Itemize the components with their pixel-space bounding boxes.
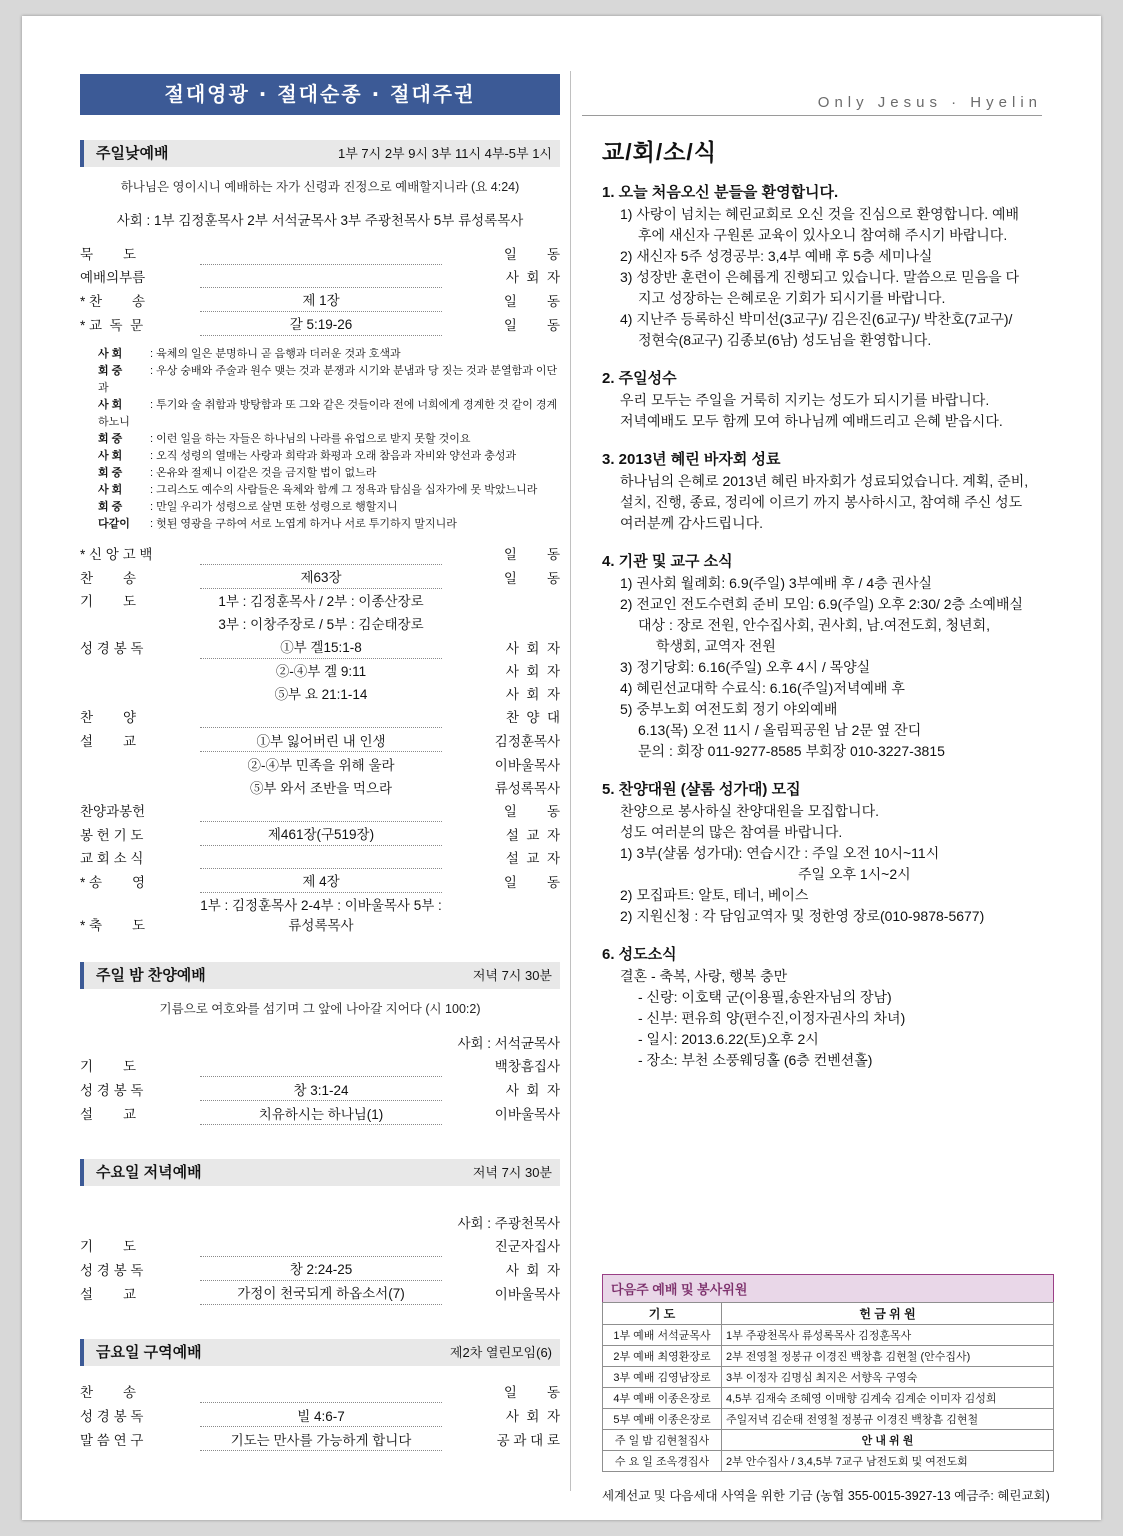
cell-offering: 4,5부 김재숙 조혜영 이매향 김계숙 김계순 이미자 김성희 [722,1388,1054,1409]
order-person: 일 동 [503,293,560,309]
table-row [603,1346,1054,1367]
order-value: ②-④부 민족을 위해 울라 [247,757,395,773]
announcement-line: 주일 오후 1시~2시 [798,866,911,882]
announcement-heading: 5. 찬양대원 (샬롬 성가대) 모집 [602,781,801,798]
announcement-line: 여러분께 감사드립니다. [620,515,764,531]
order-label: 찬 송 [80,1385,137,1401]
column-divider [570,71,571,1491]
responsive-line [98,516,560,533]
order-label: 찬 송 [80,570,137,586]
order-person: 설 교 자 [505,827,560,843]
responsive-line [98,465,560,482]
order-row [80,892,560,936]
announcement-line: 지고 성장하는 은혜로운 기회가 되시기를 바랍니다. [638,290,946,306]
responsive-speaker: 사 회 [98,483,123,496]
order-value [200,1210,442,1233]
order-person: 김정훈목사 [494,734,560,750]
bulletin-page [22,16,1101,1520]
order-value [200,541,442,564]
announcement-line: 5) 중부노회 여전도회 정기 야외예배 [620,701,838,717]
order-person: 사 회 자 [505,1262,560,1278]
announcement-line: 3) 정기당회: 6.16(주일) 오후 4시 / 목양실 [620,659,871,675]
page-header [22,16,1101,116]
responsive-line [98,482,560,499]
order-label [80,775,200,798]
footnote: 세계선교 및 다음세대 사역을 위한 기금 (농협 355-0015-3927-13 예금주: 혜린교회) [602,1489,1050,1503]
order-value: ②-④부 겔 9:11 [275,664,367,680]
order-person: 일 동 [503,546,560,562]
order-label: 예배의부름 [80,269,146,285]
order-row [80,311,560,335]
order-value [200,705,442,728]
order-label: * 신 앙 고 백 [80,546,153,562]
order-person: 사 회 자 [505,664,560,680]
order-person: 일 동 [503,317,560,333]
order-row [80,868,560,892]
announcement-line: - 신랑: 이호택 군(이용필,송완자님의 장남) [638,989,892,1005]
order-label: 성 경 봉 독 [80,640,144,656]
order-row [80,1031,560,1054]
announcement-line: 6.13(목) 오전 11시 / 올림픽공원 남 2문 옆 잔디 [638,722,922,738]
order-table-1 [80,241,560,336]
order-label: * 송 영 [80,874,146,890]
announcement-line: 2) 새신자 5주 성경공부: 3,4부 예배 후 5층 세미나실 [620,248,933,264]
announcement-heading: 3. 2013년 혜린 바자회 성료 [602,451,781,468]
order-person: 일 동 [503,570,560,586]
cell-prayer: 5부 예배 이종은장로 [603,1409,722,1430]
table-header-row [603,1303,1054,1325]
order-row [80,588,560,612]
cell-prayer: 수 요 일 조옥경집사 [603,1451,722,1472]
order-label [80,1210,200,1233]
order-value: 1부 : 김정훈목사 2-4부 : 이바울목사 5부 : 류성록목사 [200,898,442,934]
cell-usher-header: 안 내 위 원 [722,1430,1054,1451]
order-person: 류성록목사 [494,780,560,796]
order-row [80,845,560,868]
order-person: 일 동 [503,1385,560,1401]
order-row [80,1054,560,1077]
order-person: 사회 : 주광천목사 [457,1215,560,1231]
order-value: 빌 4:6-7 [200,1403,442,1427]
responsive-speaker: 사 회 [98,398,123,411]
order-value: 3부 : 이창주장로 / 5부 : 김순태장로 [218,617,424,633]
announcement-line: 2) 전교인 전도수련회 준비 모임: 6.9(주일) 오후 2:30/ 2층 소예배실 [620,596,1024,612]
section-friday [80,1339,560,1366]
order-label: 설 교 [80,734,137,750]
order-person [442,588,560,612]
order-label: * 교 독 문 [80,317,144,333]
order-label: 설 교 [80,1107,137,1123]
order-table-friday [80,1380,560,1452]
order-value: ①부 잃어버린 내 인생 [200,728,442,752]
responsive-text: : 온유와 절제니 이같은 것을 금지할 법이 없느라 [150,466,377,479]
order-value: 제 1장 [200,287,442,311]
order-person: 일 동 [503,874,560,890]
order-person: 공 과 대 로 [496,1433,560,1449]
announcement-heading: 2. 주일성수 [602,370,677,387]
order-row [80,1101,560,1125]
order-value: 치유하시는 하나님(1) [200,1101,442,1125]
order-label [80,682,200,705]
announcement-item [602,181,1054,351]
responsive-text: : 이런 일을 하는 자들은 하나님의 나라를 유업으로 받지 못할 것이요 [150,432,471,445]
responsive-speaker: 다같이 [98,517,130,530]
col-offering: 헌 금 위 원 [722,1303,1054,1325]
table-row [603,1388,1054,1409]
announcement-line: 정현숙(8교구) 김종보(6남) 성도님을 환영합니다. [638,332,932,348]
order-label: 성 경 봉 독 [80,1409,144,1425]
order-row [80,241,560,264]
responsive-line [98,448,560,465]
responsive-text: : 그리스도 예수의 사람들은 육체와 함께 그 정욕과 탐심을 십자가에 못 박았느니라 [150,483,538,496]
order-value: 1부 : 김정훈목사 / 2부 : 이종산장로 [218,594,424,610]
duty-roster-caption: 다음주 예배 및 봉사위원 [602,1274,1054,1302]
order-person: 일 동 [503,803,560,819]
order-person: 사회 : 서석균목사 [457,1036,560,1052]
order-value [200,845,442,868]
cell-offering: 3부 이정자 김명심 최지은 서향옥 구영숙 [722,1367,1054,1388]
responsive-text: : 만일 우리가 성령으로 살면 또한 성령으로 행할지니 [150,500,398,513]
order-label [80,752,200,776]
order-row [80,635,560,659]
responsive-text: : 헛된 영광을 구하여 서로 노엽게 하거나 서로 투기하지 말지니라 [150,517,457,530]
announcement-line: 문의 : 회장 011-9277-8585 부회장 010-3227-3815 [638,743,945,759]
announcement-heading: 1. 오늘 처음오신 분들을 환영합니다. [602,184,839,201]
announcement-line: 4) 혜린선교대학 수료식: 6.16(주일)저녁예배 후 [620,680,905,696]
order-value: ⑤부 요 21:1-14 [274,687,368,703]
responsive-line [98,397,560,431]
announcement-line: 결혼 - 축복, 사랑, 행복 충만 [620,968,788,984]
responsive-line [98,499,560,516]
order-row [80,682,560,705]
order-value: 가정이 천국되게 하옵소서(7) [200,1280,442,1304]
responsive-speaker: 회 중 [98,500,123,513]
order-row [80,1077,560,1101]
order-value: 갈 5:19-26 [200,311,442,335]
table-row [603,1451,1054,1472]
order-person: 진군자집사 [494,1238,560,1254]
order-person [442,612,560,635]
responsive-text: : 오직 성령의 열매는 사랑과 희락과 화평과 오래 참음과 자비와 양선과 충성과 [150,449,517,462]
order-row [80,1256,560,1280]
service-leaders: 사회 : 1부 김정훈목사 2부 서석균목사 3부 주광천목사 5부 류성록목사 [116,213,524,228]
col-prayer: 기 도 [603,1303,722,1325]
order-person: 사 회 자 [505,269,560,285]
announcement-heading: 4. 기관 및 교구 소식 [602,553,733,570]
duty-roster [602,1274,1054,1472]
section-times: 저녁 7시 30분 [472,1165,552,1181]
order-row [80,775,560,798]
right-column [602,134,1054,1081]
order-row [80,287,560,311]
order-label: 교 회 소 식 [80,850,144,866]
order-person: 사 회 자 [505,687,560,703]
order-label: 성 경 봉 독 [80,1262,144,1278]
cell-prayer: 2부 예배 최영환장로 [603,1346,722,1367]
announcement-item [602,550,1054,762]
table-row [603,1367,1054,1388]
announcement-line: 우리 모두는 주일을 거룩히 지키는 성도가 되시기를 바랍니다. [620,392,990,408]
order-value [200,1380,442,1403]
order-row [80,1210,560,1233]
header-right [582,74,1042,116]
order-value: 제63장 [200,564,442,588]
order-label: 찬 양 [80,710,137,726]
announcement-item [602,367,1054,432]
announcement-line: 4) 지난주 등록하신 박미선(3교구)/ 김은진(6교구)/ 박찬호(7교구)/ [620,311,1013,327]
order-person: 이바울목사 [494,1107,560,1123]
responsive-line [98,431,560,448]
announcement-heading: 6. 성도소식 [602,946,677,963]
responsive-speaker: 사 회 [98,449,123,462]
order-row [80,1280,560,1304]
order-person: 일 동 [503,246,560,262]
section-title: 주일낮예배 [96,145,169,162]
order-value: 제 4장 [200,868,442,892]
order-person [442,892,560,936]
order-value: 창 2:24-25 [200,1256,442,1280]
order-label: 찬양과봉헌 [80,803,146,819]
order-label: 봉 헌 기 도 [80,827,144,843]
announcement-line: 2) 모집파트: 알토, 테너, 베이스 [620,887,809,903]
announcement-line: 학생회, 교역자 전원 [656,638,776,654]
cell-prayer: 주 일 밤 김현철집사 [603,1430,722,1451]
responsive-speaker: 회 중 [98,466,123,479]
order-row [80,798,560,821]
verse-text: 하나님은 영이시니 예배하는 자가 신령과 진정으로 예배할지니라 (요 4:24) [120,180,520,194]
announcement-line: 저녁예배도 모두 함께 모여 하나님께 예배드리고 은혜 받읍시다. [620,413,1003,429]
order-label: 묵 도 [80,246,137,262]
order-person: 사 회 자 [505,1409,560,1425]
order-label: 성 경 봉 독 [80,1083,144,1099]
only-jesus-text: Only Jesus · Hyelin [817,94,1042,111]
cell-offering: 주일저녁 김순태 전영철 정봉규 이경진 백창흠 김현철 [722,1409,1054,1430]
announcement-line: 후에 새신자 구원론 교육이 있사오니 참여해 주시기 바랍니다. [638,227,1008,243]
announcement-line: 설치, 진행, 종료, 정리에 이르기 까지 봉사하시고, 참여해 주신 성도 [620,494,1023,510]
section-times: 1부 7시 2부 9시 3부 11시 4부-5부 1시 [338,146,552,161]
order-person: 찬 양 대 [505,710,560,726]
responsive-line [98,346,560,363]
order-label: 기 도 [80,1238,137,1254]
order-row [80,821,560,845]
announcement-line: 찬양으로 봉사하실 찬양대원을 모집합니다. [620,803,879,819]
section-times: 저녁 7시 30분 [472,967,552,983]
responsive-text: : 투기와 술 취함과 방탕함과 또 그와 같은 것들이라 전에 너희에게 경계한 것 같이 경계하노니 [98,398,558,428]
order-label: 말 씀 연 구 [80,1433,144,1449]
order-row [80,658,560,682]
order-value: ①부 겔15:1-8 [200,635,442,659]
order-value: 기도는 만사를 가능하게 합니다 [200,1427,442,1451]
order-row [80,728,560,752]
cell-prayer: 1부 예배 서석균목사 [603,1325,722,1346]
cell-prayer: 3부 예배 김영남장로 [603,1367,722,1388]
responsive-text: : 육체의 일은 분명하니 곧 음행과 더러운 것과 호색과 [150,347,401,360]
order-person: 이바울목사 [494,757,560,773]
announcement-item [602,778,1054,927]
order-value [200,241,442,264]
order-row [80,612,560,635]
responsive-line [98,363,560,397]
order-label [80,658,200,682]
order-table-2 [80,541,560,936]
order-value: ⑤부 와서 조반을 먹으라 [249,780,393,796]
order-table-sunday-night [80,1031,560,1126]
table-row [603,1325,1054,1346]
cell-offering: 1부 주광천목사 류성록목사 김정훈목사 [722,1325,1054,1346]
responsive-speaker: 회 중 [98,364,123,377]
responsive-text: : 우상 숭배와 주술과 원수 맺는 것과 분쟁과 시기와 분냄과 당 짓는 것과 분열함과 이단과 [98,364,558,394]
cell-usher: 2부 안수집사 / 3,4,5부 7교구 남전도회 및 여전도회 [722,1451,1054,1472]
cell-prayer: 4부 예배 이종은장로 [603,1388,722,1409]
order-row [80,752,560,776]
order-label: 설 교 [80,1286,137,1302]
announcement-line: - 장소: 부천 소풍웨딩홀 (6층 컨벤션홀) [638,1052,873,1068]
order-person: 설 교 자 [505,850,560,866]
order-person: 이바울목사 [494,1286,560,1302]
responsive-speaker: 회 중 [98,432,123,445]
section-sunday-night [80,962,560,989]
order-person: 사 회 자 [505,640,560,656]
order-value [200,798,442,821]
section-title: 주일 밤 찬양예배 [96,966,206,984]
announcement-item [602,943,1054,1071]
announcement-line: - 신부: 편유희 양(편수진,이정자권사의 차녀) [638,1010,906,1026]
order-value [200,1233,442,1256]
order-value: 제461장(구519장) [200,821,442,845]
section-title: 금요일 구역예배 [96,1343,202,1361]
order-row [80,564,560,588]
slogan-text: 절대영광 · 절대순종 · 절대주권 [164,82,476,106]
order-row [80,1427,560,1451]
announcements-title: 교/회/소/식 [602,139,718,165]
section-title: 수요일 저녁예배 [96,1164,202,1182]
order-label: * 축 도 [80,918,146,934]
order-value [200,1031,442,1054]
order-value: 창 3:1-24 [200,1077,442,1101]
order-row [80,264,560,287]
announcement-item [602,448,1054,534]
order-label: 기 도 [80,594,137,610]
left-column [80,136,560,1451]
duty-roster-table [602,1302,1054,1472]
cell-offering: 2부 전영철 정봉규 이경진 백창흠 김현철 (안수집사) [722,1346,1054,1367]
order-person: 백창흠집사 [494,1059,560,1075]
order-label [80,612,200,635]
announcement-line: 2) 지원신청 : 각 담임교역자 및 정한영 장로(010-9878-5677) [620,908,985,924]
announcement-line: 3) 성장반 훈련이 은혜롭게 진행되고 있습니다. 말씀으로 믿음을 다 [620,269,1020,285]
order-value [200,264,442,287]
slogan-banner [80,74,560,115]
order-row [80,1233,560,1256]
verse-text: 기름으로 여호와를 섬기며 그 앞에 나아갈 지어다 (시 100:2) [159,1001,481,1016]
announcement-line: 1) 사랑이 넘치는 혜린교회로 오신 것을 진심으로 환영합니다. 예배 [620,206,1020,222]
order-label: 기 도 [80,1059,137,1075]
order-row [80,541,560,564]
table-row [603,1409,1054,1430]
order-value [200,1054,442,1077]
order-label: * 찬 송 [80,293,146,309]
announcement-line: 1) 권사회 월례회: 6.9(주일) 3부예배 후 / 4층 권사실 [620,575,933,591]
announcement-line: - 일시: 2013.6.22(토)오후 2시 [638,1031,819,1047]
responsive-speaker: 사 회 [98,347,123,360]
announcement-line: 성도 여러분의 많은 참여를 바랍니다. [620,824,843,840]
section-times: 제2차 열린모임(6) [449,1344,552,1360]
order-table-wednesday [80,1210,560,1305]
section-sunday-day [80,140,560,167]
responsive-reading [98,346,560,534]
order-row [80,1403,560,1427]
announcement-line: 하나님의 은혜로 2013년 혜린 바자회가 성료되었습니다. 계획, 준비, [620,473,1029,489]
announcement-line: 대상 : 장로 전원, 안수집사회, 권사회, 남.여전도회, 청년회, [638,617,990,633]
order-row [80,1380,560,1403]
order-person: 사 회 자 [505,1083,560,1099]
announcement-line: 1) 3부(샬롬 성가대): 연습시간 : 주일 오전 10시~11시 [620,845,940,861]
table-row [603,1430,1054,1451]
section-wednesday [80,1159,560,1186]
order-row [80,705,560,728]
order-label [80,1031,200,1054]
